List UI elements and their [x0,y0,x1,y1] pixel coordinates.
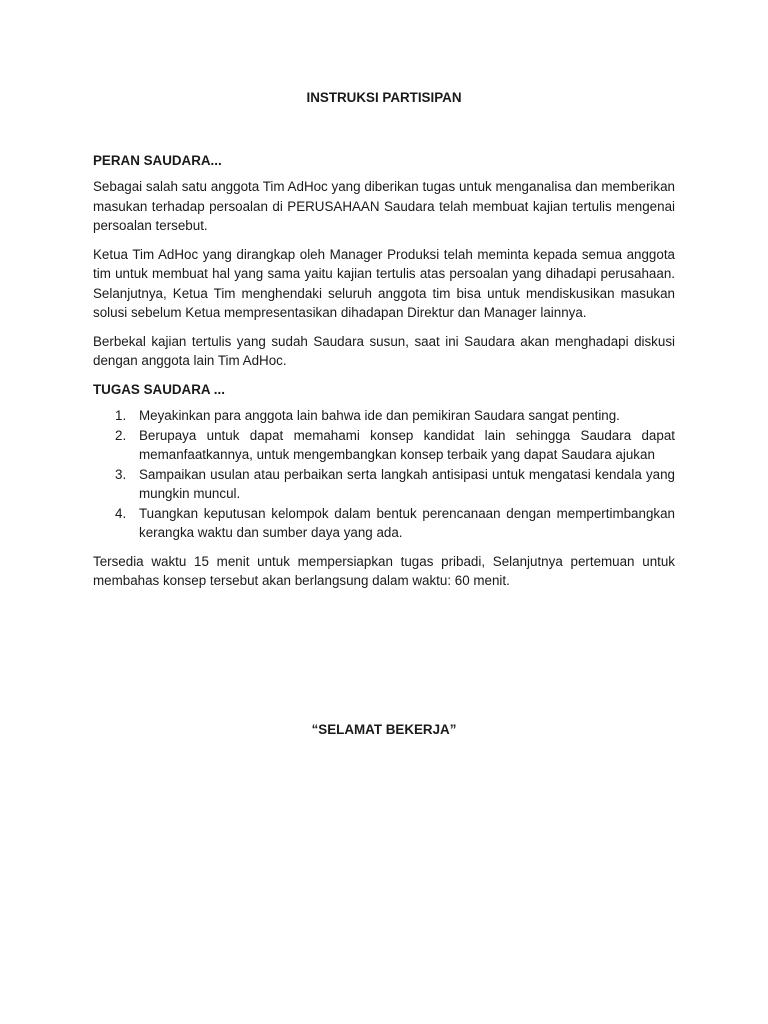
role-paragraph-1: Sebagai salah satu anggota Tim AdHoc yang diberikan tugas untuk menganalisa dan memberikan masukan terhadap persoalan di PERUSAHAAN Saudara telah membuat kajian tertulis mengenai persoalan tersebut. [93,179,675,233]
task-heading: TUGAS SAUDARA ... [93,381,225,397]
task-number: 3. [115,466,127,482]
role-paragraph-2: Ketua Tim AdHoc yang dirangkap oleh Manager Produksi telah meminta kepada semua anggota tim untuk membuat hal yang sama yaitu kajian tertulis atas persoalan yang dihadapi perusahaan. Selanjutnya, Ketua Tim menghendaki seluruh anggota tim bisa untuk mendiskusikan masukan solusi sebelum Ketua mempresentasikan dihadapan Direktur dan Manager lainnya. [93,246,675,320]
task-item [93,426,675,465]
task-number: 2. [115,427,127,443]
closing-message: “SELAMAT BEKERJA” [311,722,457,737]
task-number: 1. [115,408,127,423]
task-text: Meyakinkan para anggota lain bahwa ide dan pemikiran Saudara sangat penting. [139,408,620,423]
role-paragraph-3: Berbekal kajian tertulis yang sudah Saudara susun, saat ini Saudara akan menghadapi diskusi dengan anggota lain Tim AdHoc. [93,333,675,368]
task-text: Berupaya untuk dapat memahami konsep kandidat lain sehingga Saudara dapat memanfaatkannya, untuk mengembangkan konsep terbaik yang dapat Saudara ajukan [139,427,675,462]
task-item [93,465,675,504]
task-item [93,406,675,426]
document-body [93,88,675,600]
document-title: INSTRUKSI PARTISIPAN [306,90,462,105]
task-text: Sampaikan usulan atau perbaikan serta langkah antisipasi untuk mengatasi kendala yang mungkin muncul. [139,466,675,501]
task-text: Tuangkan keputusan kelompok dalam bentuk perencanaan dengan mempertimbangkan kerangka waktu dan sumber daya yang ada. [139,505,675,540]
task-item [93,504,675,543]
task-number: 4. [115,505,127,521]
time-note: Tersedia waktu 15 menit untuk mempersiapkan tugas pribadi, Selanjutnya pertemuan untuk membahas konsep tersebut akan berlangsung dalam waktu: 60 menit. [93,553,675,588]
task-list [93,406,675,543]
role-heading: PERAN SAUDARA... [93,152,222,168]
